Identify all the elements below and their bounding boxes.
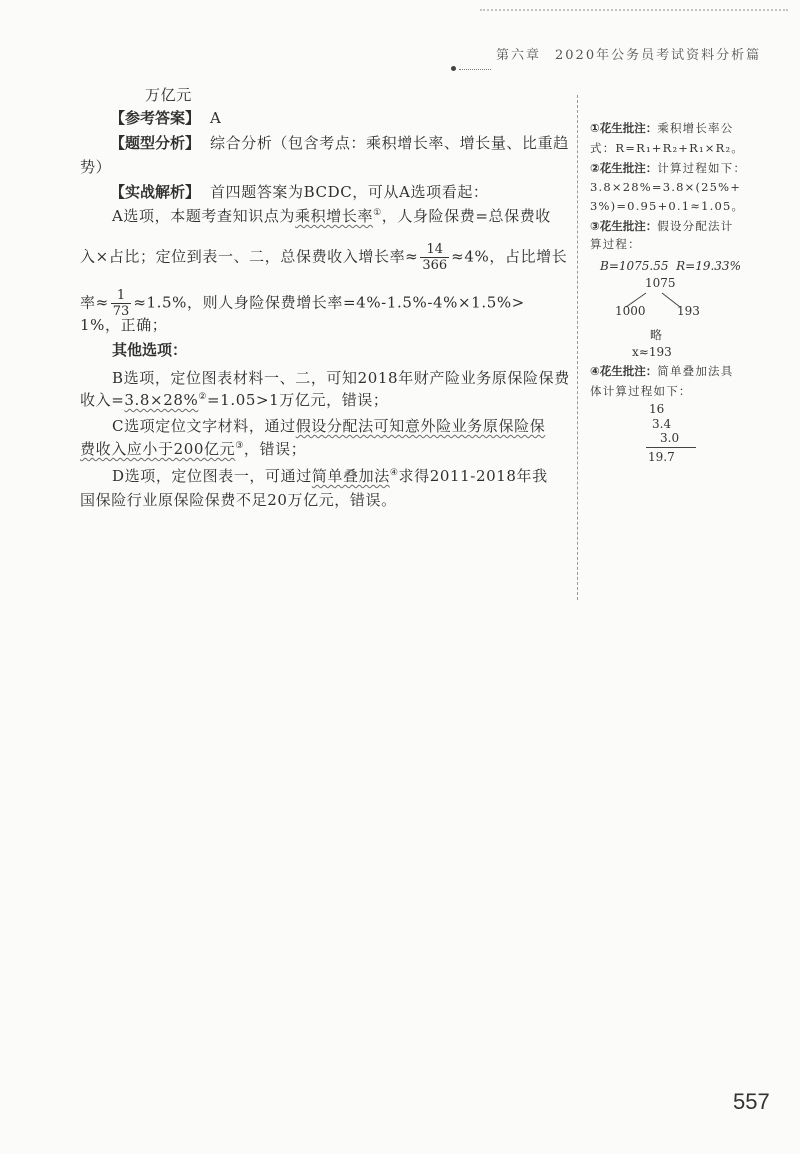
text-segment: ，人身险保费=总保费收 [381, 207, 551, 225]
text-segment: 入×占比；定位到表一、二，总保费收入增长率≈ [80, 247, 419, 266]
fraction-denominator: 366 [422, 258, 448, 273]
note-label: 花生批注： [599, 161, 658, 175]
note-2-line-2: 3.8×28%=3.8×(25%+ [590, 180, 742, 194]
text-segment: ，错误； [243, 440, 307, 458]
note-label: 花生批注： [599, 219, 658, 233]
addend-1: 16 [649, 402, 665, 416]
addend-2: 3.4 [652, 417, 672, 431]
note-marker: ③ [590, 219, 600, 233]
fraction-numerator: 14 [420, 242, 449, 258]
note-marker: ② [590, 161, 600, 175]
note-ref-1: ① [373, 208, 382, 218]
note-3-line-2: 算过程： [590, 237, 641, 251]
text-segment: ≈4%，占比增长 [451, 247, 568, 266]
answer-value: A [210, 109, 222, 127]
note-3-formula: B=1075.55 R=19.33% [600, 259, 741, 273]
note-4-line-1 [590, 363, 733, 379]
text-segment: 求得2011-2018年我 [398, 467, 548, 485]
answer-label: 【参考答案】 [110, 109, 201, 127]
wavy-underlined-term: 简单叠加法 [311, 467, 390, 485]
text-segment: ≈1.5%，则人身险保费增长率=4%-1.5%-4%×1.5%> [133, 293, 525, 312]
header-bullet [451, 66, 456, 71]
tree-right-child: 193 [677, 304, 700, 318]
note-text: 简单叠加法具 [657, 364, 734, 378]
note-ref-2: ② [198, 392, 208, 402]
tree-left-child: 1000 [615, 304, 646, 318]
type-analysis-label: 【题型分析】 [110, 134, 201, 152]
option-d-line-2: 国保险行业原保险保费不足20万亿元，错误。 [80, 491, 397, 509]
practice-text: 首四题答案为BCDC，可从A选项看起： [210, 183, 489, 201]
note-3-line-1 [590, 218, 733, 234]
note-1-line-1 [590, 120, 733, 136]
text-segment: =1.05>1万亿元，错误； [207, 391, 389, 409]
top-edge-dots [480, 9, 788, 11]
note-1-line-2: 式：R=R₁+R₂+R₁×R₂。 [590, 141, 744, 155]
fraction-numerator: 1 [111, 288, 132, 304]
text-segment: A选项，本题考查知识点为 [112, 207, 296, 225]
header-dotted-leader [459, 69, 491, 70]
text-segment: 收入= [80, 391, 125, 409]
option-d-line-1 [112, 466, 548, 486]
fraction-14-366 [420, 242, 449, 273]
wavy-underlined-term: 乘积增长率 [295, 207, 374, 225]
note-marker: ④ [590, 364, 600, 378]
text-segment: D选项，定位图表一，可通过 [112, 467, 312, 485]
type-analysis-line-2: 势） [80, 158, 112, 176]
option-c-line-1 [112, 416, 545, 436]
note-text: 计算过程如下： [657, 161, 747, 175]
note-4-line-2: 体计算过程如下： [590, 384, 692, 398]
practice-label: 【实战解析】 [110, 183, 201, 201]
option-b-line-1: B选项，定位图表材料一、二，可知2018年财产险业务原保险保费 [112, 369, 570, 387]
note-label: 花生批注： [599, 364, 658, 378]
option-c-line-2 [80, 439, 306, 459]
unit-line: 万亿元 [145, 86, 192, 104]
wavy-underlined-term: 费收入应小于200亿元 [80, 440, 236, 458]
other-options-heading: 其他选项： [112, 341, 188, 359]
practice-line [110, 182, 489, 202]
chapter-label: 第六章 [496, 48, 542, 63]
option-b-line-2 [80, 390, 389, 410]
note-ref-4: ④ [389, 468, 399, 478]
note-2-line-3: 3%)=0.95+0.1≈1.05。 [590, 199, 745, 213]
note-label: 花生批注： [599, 121, 658, 135]
page-number: 557 [733, 1089, 770, 1114]
text-segment: C选项定位文字材料，通过 [112, 417, 296, 435]
option-a-line-2 [80, 242, 567, 273]
tree-root: 1075 [645, 276, 676, 290]
wavy-underlined-term: 假设分配法可知意外险业务原保险保 [295, 417, 546, 435]
note-text: 乘积增长率公 [657, 121, 734, 135]
note-ref-3: ③ [235, 441, 244, 451]
book-title: 2020年公务员考试资料分析篇 [555, 48, 762, 63]
note-marker: ① [590, 121, 600, 135]
wavy-underlined-term: 3.8×28% [124, 391, 199, 409]
running-header [496, 47, 761, 65]
answer-line [110, 108, 221, 128]
note-3-result: x≈193 [632, 345, 672, 359]
addend-3: 3.0 [660, 431, 680, 445]
note-2-line-1 [590, 160, 746, 176]
addition-rule [646, 447, 696, 448]
addition-sum: 19.7 [648, 450, 675, 464]
margin-divider [577, 95, 578, 600]
note-text: 假设分配法计 [657, 219, 734, 233]
option-a-line-4: 1%，正确； [80, 316, 168, 334]
type-analysis-line-1 [110, 133, 569, 153]
fraction-denominator: 73 [112, 304, 130, 319]
note-3-omit: 略 [650, 328, 663, 342]
text-segment: 率≈ [80, 293, 109, 312]
type-analysis-text: 综合分析（包含考点：乘积增长率、增长量、比重趋 [210, 134, 569, 152]
option-a-line-1 [112, 206, 551, 226]
